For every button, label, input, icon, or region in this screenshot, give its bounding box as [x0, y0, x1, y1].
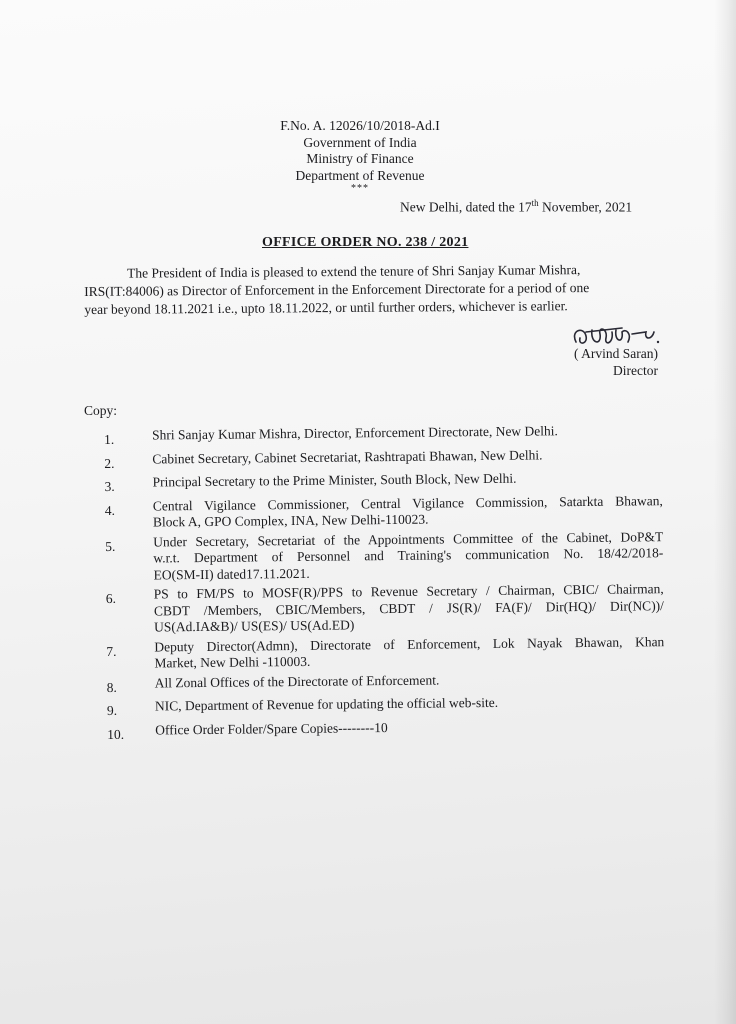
letterhead	[200, 118, 520, 194]
ministry-name: Ministry of Finance	[306, 151, 414, 166]
copy-item-number: 8.	[106, 679, 117, 695]
copy-item-number: 5.	[105, 538, 116, 554]
signatory-name: ( Arvind Saran)	[574, 346, 658, 361]
date-suffix: November, 2021	[538, 199, 633, 215]
copy-item-line: Under Secretary, Secretariat of the Appointments Committee of the Cabinet, DoP&T	[153, 528, 664, 549]
file-number: F.No. A. 12026/10/2018-Ad.I	[280, 118, 440, 133]
copy-item-line: Deputy Director(Admn), Directorate of Enforcement, Lok Nayak Bhawan, Khan	[154, 633, 665, 654]
copy-item-number: 1.	[104, 431, 115, 447]
copy-item-number: 2.	[104, 455, 115, 471]
office-order-title: OFFICE ORDER NO. 238 / 2021	[262, 235, 469, 250]
copy-item-line: EO(SM-II) dated17.11.2021.	[153, 565, 310, 582]
copy-item-line: US(Ad.IA&B)/ US(ES)/ US(Ad.ED)	[154, 617, 355, 635]
copy-item-number: 9.	[106, 702, 118, 718]
copy-item-text	[152, 446, 662, 472]
date-line	[400, 198, 632, 216]
copy-item-line: w.r.t. Department of Personnel and Training's communication No. 18/42/2018-	[153, 545, 664, 566]
copy-item-text	[154, 634, 664, 672]
copy-list-item	[107, 670, 667, 696]
date-prefix: New Delhi, dated the 17	[400, 199, 532, 215]
copy-item-line: NIC, Department of Revenue for updating the official web-site.	[154, 694, 499, 714]
copy-list-item	[106, 634, 666, 673]
body-line: The President of India is pleased to extend the tenure of Shri Sanjay Kumar Mishra,	[127, 262, 581, 281]
copy-list-item	[105, 529, 665, 584]
copy-label: Copy:	[84, 403, 118, 418]
copy-list-item	[106, 581, 666, 636]
copy-distribution-list	[104, 422, 667, 746]
copy-item-number: 4.	[104, 502, 116, 518]
copy-item-line: Market, New Delhi -110003.	[154, 653, 311, 671]
copy-item-text	[153, 493, 663, 531]
copy-item-text	[153, 529, 663, 584]
copy-item-line: Central Vigilance Commissioner, Central Vigilance Commission, Satarkta Bhawan,	[152, 492, 663, 513]
copy-list-item	[104, 469, 664, 495]
date-ordinal: th	[531, 198, 539, 208]
copy-item-number: 3.	[104, 478, 115, 494]
copy-item-line: Office Order Folder/Spare Copies--------10	[155, 719, 388, 737]
copy-item-number: 7.	[106, 643, 117, 659]
copy-item-line: PS to FM/PS to MOSF(R)/PPS to Revenue Secretary / Chairman, CBIC/ Chairman,	[153, 581, 664, 602]
separator-stars: ***	[351, 183, 369, 194]
body-line: IRS(IT:84006) as Director of Enforcement in the Enforcement Directorate for a period of one	[84, 280, 590, 299]
order-body	[84, 261, 636, 319]
copy-item-text	[155, 693, 665, 719]
copy-item-number: 10.	[107, 726, 125, 742]
copy-list-item	[107, 693, 667, 719]
copy-item-number: 6.	[105, 590, 116, 606]
copy-item-text	[154, 581, 664, 636]
copy-item-line: CBDT /Members, CBIC/Members, CBDT / JS(R)/ FA(F)/ Dir(HQ)/ Dir(NC))/	[153, 597, 664, 618]
copy-item-line: Principal Secretary to the Prime Minister, South Block, New Delhi.	[152, 470, 517, 490]
copy-list-item	[104, 422, 664, 448]
government-name: Government of India	[303, 134, 417, 150]
copy-item-text	[152, 469, 662, 495]
copy-item-text	[155, 717, 665, 743]
body-line: year beyond 18.11.2021 i.e., upto 18.11.2022, or until further orders, whichever is earlier.	[84, 298, 568, 317]
copy-list-item	[104, 446, 664, 472]
copy-item-line: Shri Sanjay Kumar Mishra, Director, Enforcement Directorate, New Delhi.	[151, 423, 558, 443]
copy-list-item	[105, 493, 665, 532]
copy-item-line: Cabinet Secretary, Cabinet Secretariat, Rashtrapati Bhawan, New Delhi.	[152, 446, 543, 466]
copy-list-item	[107, 717, 667, 743]
signatory-block	[560, 345, 658, 379]
page-edge-shadow	[714, 0, 736, 1024]
copy-item-line: Block A, GPO Complex, INA, New Delhi-110023.	[152, 511, 429, 530]
copy-item-text	[155, 670, 665, 696]
copy-item-text	[152, 422, 662, 448]
signatory-title: Director	[613, 363, 658, 378]
department-name: Department of Revenue	[295, 167, 425, 183]
copy-item-line: All Zonal Offices of the Directorate of Enforcement.	[154, 672, 440, 690]
